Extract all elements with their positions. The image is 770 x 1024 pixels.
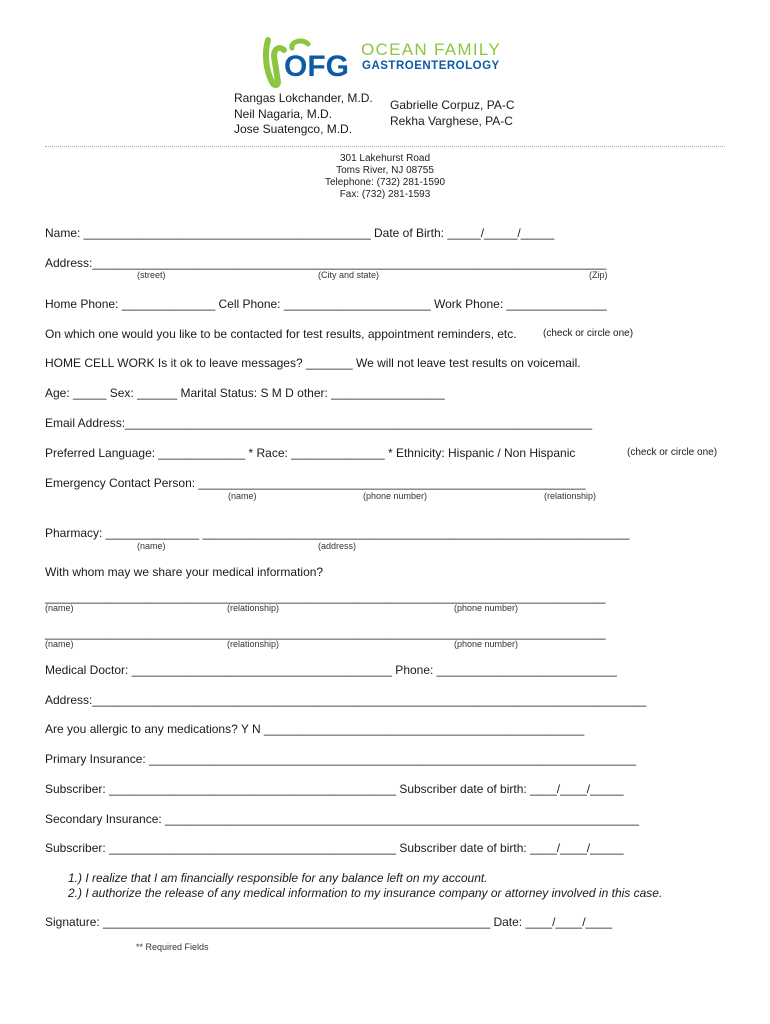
contact-question-hint: (check or circle one) [543,328,634,339]
address-telephone: Telephone: (732) 281-1590 [324,177,446,188]
hint-pharmacy-name: (name) [137,541,166,551]
ofg-logo [262,36,512,92]
doctor-address-field[interactable]: Address:___________________________________________________________________________________ [45,693,647,707]
medical-doctor-field[interactable]: Medical Doctor: _______________________________________ Phone: ___________________________ [45,663,617,677]
share-contact-1-field[interactable]: ____________________________________________________________________________________ [45,590,606,604]
name-dob-field[interactable]: Name: ___________________________________________ Date of Birth: _____/_____/_____ [45,226,555,240]
required-fields-note: ** Required Fields [136,942,209,952]
hint-street: (street) [137,270,166,280]
provider-left-1: Rangas Lokchander, M.D. [234,91,373,105]
consent-1: 1.) I realize that I am financially responsible for any balance left on my account. [68,871,488,885]
pharmacy-field[interactable]: Pharmacy: ______________ ________________________________________________________________ [45,526,630,540]
consent-2: 2.) I authorize the release of any medical information to my insurance company or attorney involved in this case. [68,886,663,900]
share-info-question: With whom may we share your medical information? [45,565,324,579]
share-contact-2-field[interactable]: ____________________________________________________________________________________ [45,626,606,640]
hint-zip: (Zip) [589,270,608,280]
hint-city-state: (City and state) [318,270,380,280]
subscriber-2-field[interactable]: Subscriber: ___________________________________________ Subscriber date of birth: ____/____/_____ [45,841,624,855]
emergency-contact-field[interactable]: Emergency Contact Person: __________________________________________________________ [45,476,586,490]
email-field[interactable]: Email Address:______________________________________________________________________ [45,416,593,430]
hint-ec-phone: (phone number) [363,491,428,501]
ofg-logo-mark [262,36,362,92]
hint-share2-phone: (phone number) [454,639,519,649]
phone-fields[interactable]: Home Phone: ______________ Cell Phone: ______________________ Work Phone: _______________ [45,297,607,311]
address-street: 301 Lakehurst Road [339,153,431,164]
address-field[interactable]: Address:_____________________________________________________________________________ [45,256,607,270]
hint-pharmacy-address: (address) [318,541,357,551]
provider-left-2: Neil Nagaria, M.D. [234,107,333,121]
primary-insurance-field[interactable]: Primary Insurance: _________________________________________________________________________ [45,752,637,766]
contact-question: On which one would you like to be contacted for test results, appointment reminders, etc. [45,327,517,341]
hint-ec-relationship: (relationship) [544,491,597,501]
svg-text:OFG: OFG [284,50,349,83]
secondary-insurance-field[interactable]: Secondary Insurance: _______________________________________________________________________ [45,812,639,826]
brand-line-2: GASTROENTEROLOGY [362,60,500,72]
hint-share1-phone: (phone number) [454,603,519,613]
hint-share2-relationship: (relationship) [227,639,280,649]
brand-line-1: OCEAN FAMILY [361,40,501,59]
language-race-ethnicity-fields[interactable]: Preferred Language: _____________ * Race: ______________ * Ethnicity: Hispanic / Non Hispanic [45,446,576,460]
subscriber-1-field[interactable]: Subscriber: ___________________________________________ Subscriber date of birth: ____/____/_____ [45,782,624,796]
provider-right-1: Gabrielle Corpuz, PA-C [390,98,515,112]
hint-ec-name: (name) [228,491,257,501]
address-city: Toms River, NJ 08755 [336,165,434,176]
allergy-field[interactable]: Are you allergic to any medications? Y N ________________________________________________ [45,722,585,736]
contact-options[interactable]: HOME CELL WORK Is it ok to leave messages? _______ We will not leave test results on voicemail. [45,356,581,370]
hint-share2-name: (name) [45,639,74,649]
provider-left-3: Jose Suatengco, M.D. [234,122,353,136]
hint-share1-relationship: (relationship) [227,603,280,613]
ethnicity-hint: (check or circle one) [627,447,718,458]
header-divider [45,146,725,147]
hint-share1-name: (name) [45,603,74,613]
age-sex-marital-fields[interactable]: Age: _____ Sex: ______ Marital Status: S M D other: _________________ [45,386,445,400]
signature-date-field[interactable]: Signature: __________________________________________________________ Date: ____/____/____ [45,915,613,929]
provider-right-2: Rekha Varghese, PA-C [390,114,513,128]
address-fax: Fax: (732) 281-1593 [339,189,431,200]
